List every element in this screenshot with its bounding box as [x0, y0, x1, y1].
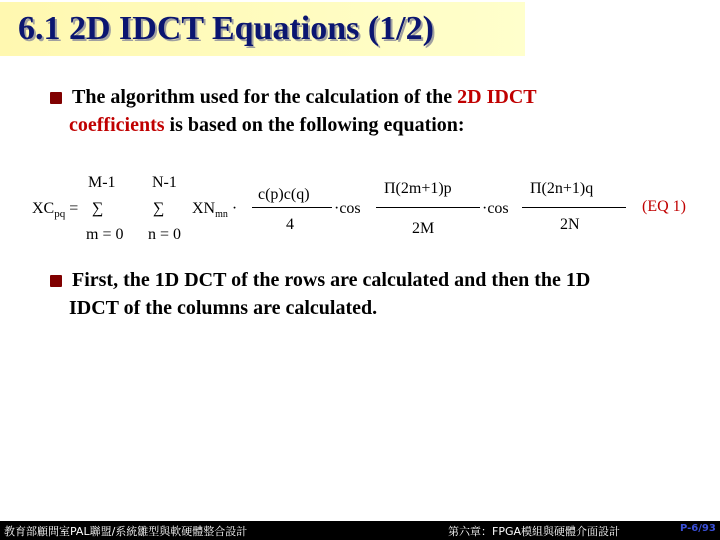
sum1-lower-limit: m = 0 — [86, 226, 124, 243]
frac2-denominator: 2M — [412, 220, 435, 237]
bullet-2-line-2: IDCT of the columns are calculated. — [69, 297, 378, 319]
bullet-1-line-1: The algorithm used for the calculation of the 2D IDCT — [72, 86, 537, 108]
cos-2: ·cos — [482, 200, 509, 217]
frac1-denominator: 4 — [286, 216, 294, 233]
highlight-2d-idct: 2D IDCT — [457, 86, 537, 108]
sum1-upper-limit: M-1 — [88, 174, 116, 191]
frac1-numerator: c(p)c(q) — [258, 186, 310, 203]
lhs-xc: $XC_{pq}$ = — [32, 200, 79, 221]
slide-title: 6.1 2D IDCT Equations (1/2) — [18, 10, 434, 47]
cos-1: ·cos — [334, 200, 361, 217]
frac3-denominator: 2N — [560, 216, 580, 233]
sum1-symbol: ∑ — [92, 200, 104, 217]
frac3-bar — [522, 207, 626, 208]
page-number: P-6/93 — [680, 523, 716, 534]
sum2-upper-limit: N-1 — [152, 174, 177, 191]
bullet-1-line-2: coefficients is based on the following equation: — [69, 114, 465, 136]
equation-label: (EQ 1) — [642, 198, 686, 215]
footer-left-text: 教育部顧問室PAL聯盟/系統雛型與軟硬體整合設計 — [4, 525, 248, 538]
bullet-2-line-1: First, the 1D DCT of the rows are calculated and then the 1D — [72, 269, 591, 291]
frac2-numerator: Π(2m+1)p — [384, 180, 452, 197]
frac1-bar — [252, 207, 332, 208]
frac3-numerator: Π(2n+1)q — [530, 180, 594, 197]
sum2-lower-limit: n = 0 — [148, 226, 182, 243]
bullet-1-text — [69, 83, 672, 139]
sum2-symbol: ∑ — [153, 200, 165, 217]
footer-middle-text: 第六章：FPGA模組與硬體介面設計 — [448, 525, 621, 538]
bullet-marker-2 — [50, 275, 62, 287]
frac2-bar — [376, 207, 480, 208]
highlight-coefficients: coefficients — [69, 114, 165, 136]
bullet-marker-1 — [50, 92, 62, 104]
bullet-2-text — [69, 266, 692, 322]
xn-term: $XN_{mn}$ · — [192, 200, 238, 221]
